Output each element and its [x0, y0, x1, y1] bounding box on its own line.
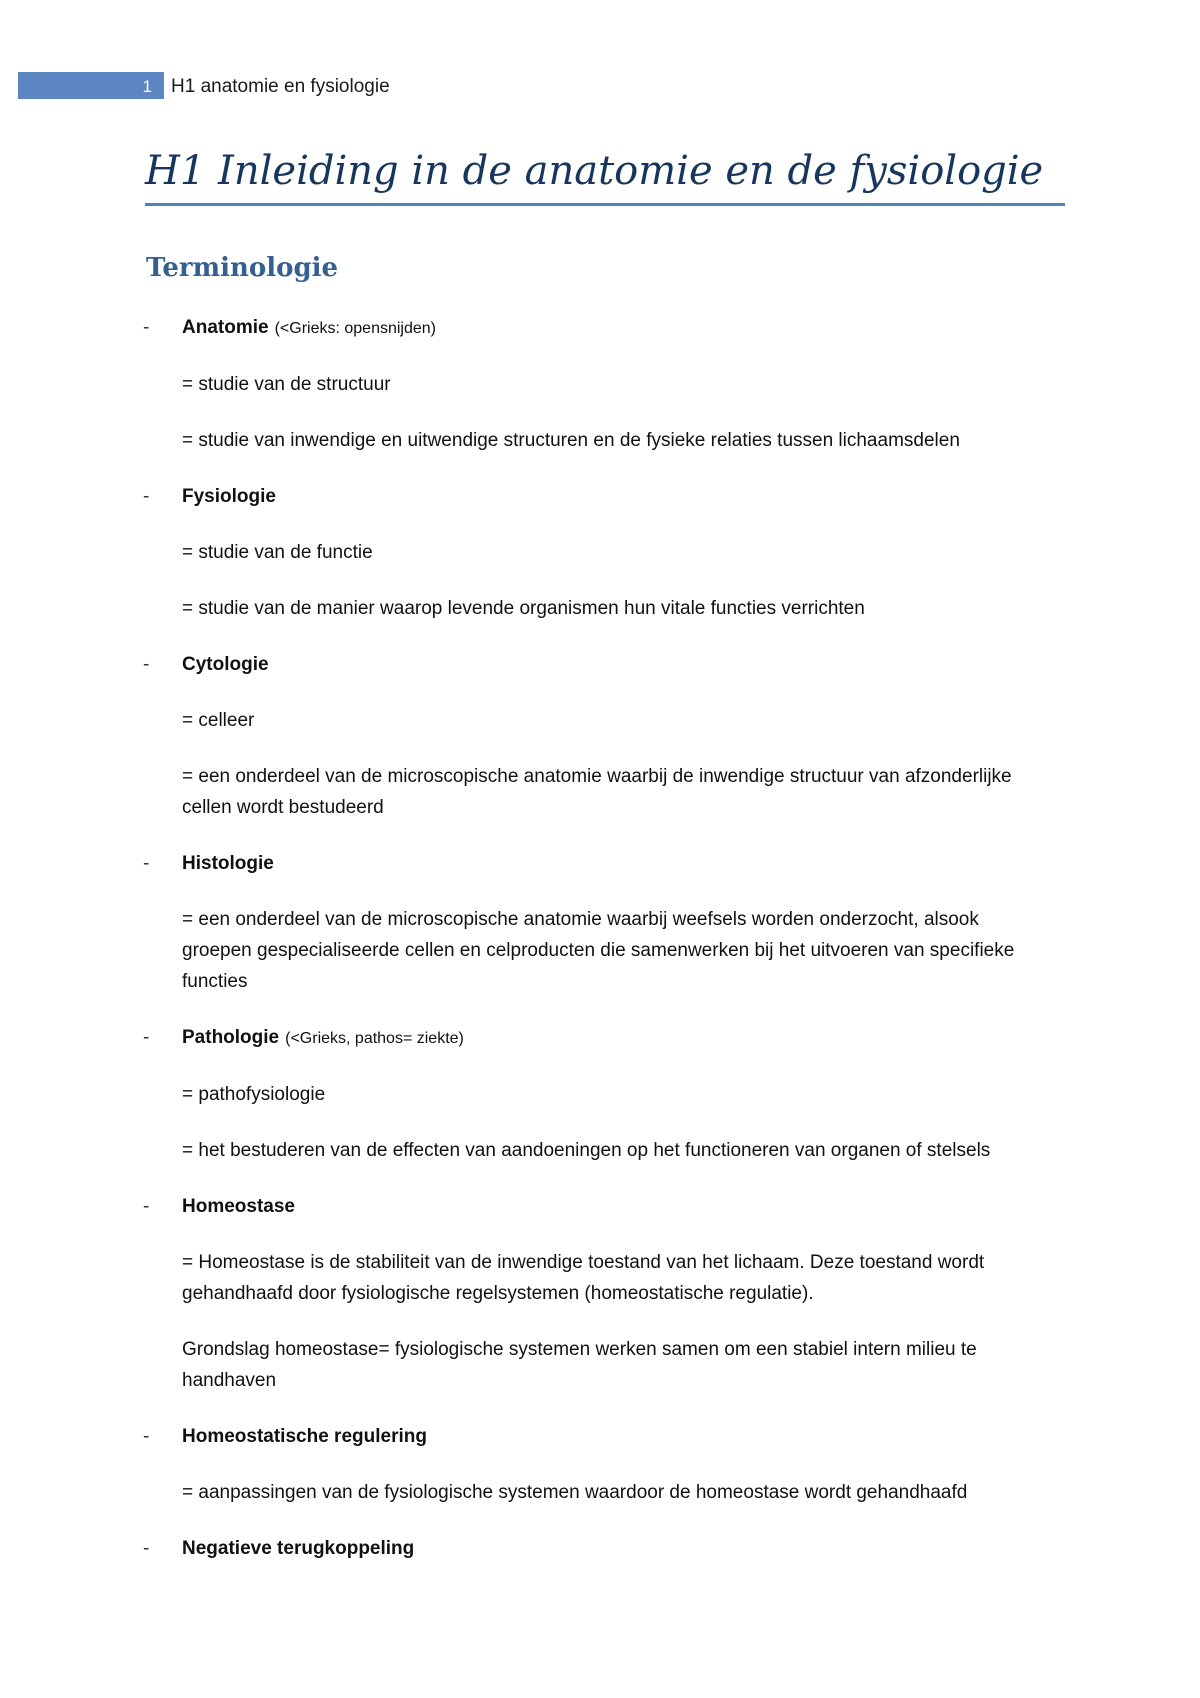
- term-label: Negatieve terugkoppeling: [182, 1538, 415, 1559]
- term-definition: = een onderdeel van de microscopische anatomie waarbij weefsels worden onderzocht, alsook groepen gespecialiseerde cellen en celproducten die samenwerken bij het uitvoeren van specifieke functies: [182, 909, 1015, 992]
- term-definition: = celleer: [182, 710, 255, 731]
- title-underline: [145, 203, 1065, 206]
- term-label: Pathologie: [182, 1027, 280, 1048]
- term-label: Cytologie: [182, 654, 269, 675]
- term-definition: = studie van de manier waarop levende organismen hun vitale functies verrichten: [182, 598, 865, 619]
- term-definition: = studie van de functie: [182, 542, 373, 563]
- bullet-marker: -: [143, 654, 150, 675]
- term-definition: = Homeostase is de stabiliteit van de inwendige toestand van het lichaam. Deze toestand wordt gehandhaafd door fysiologische regelsystemen (homeostatische regulatie).: [182, 1252, 985, 1304]
- term-item: [0, 481, 1200, 512]
- term-definition: Grondslag homeostase= fysiologische systemen werken samen om een stabiel intern milieu te handhaven: [182, 1339, 977, 1391]
- term-definition: = studie van de structuur: [182, 374, 391, 395]
- term-item: [0, 1191, 1200, 1222]
- bullet-marker: -: [143, 317, 150, 338]
- term-label: Homeostase: [182, 1196, 295, 1217]
- section-heading: Terminologie: [146, 253, 339, 283]
- term-definition: = een onderdeel van de microscopische anatomie waarbij de inwendige structuur van afzonderlijke cellen wordt bestudeerd: [182, 766, 1012, 818]
- bullet-marker: -: [143, 486, 150, 507]
- term-note: (<Grieks: opensnijden): [274, 320, 436, 337]
- term-item: [0, 649, 1200, 680]
- document-title: H1 Inleiding in de anatomie en de fysiologie: [145, 148, 1044, 194]
- term-definition: = het bestuderen van de effecten van aandoeningen op het functioneren van organen of stelsels: [182, 1140, 991, 1161]
- term-note: (<Grieks, pathos= ziekte): [285, 1030, 464, 1047]
- term-label: Fysiologie: [182, 486, 276, 507]
- bullet-marker: -: [143, 1027, 150, 1048]
- term-label: Anatomie: [182, 317, 269, 338]
- bullet-marker: -: [143, 1538, 150, 1559]
- term-item: [0, 1421, 1200, 1452]
- running-header-title: H1 anatomie en fysiologie: [171, 76, 390, 97]
- term-item: [0, 848, 1200, 879]
- terminology-list: [0, 312, 1200, 1589]
- term-label: Histologie: [182, 853, 274, 874]
- bullet-marker: -: [143, 1196, 150, 1217]
- bullet-marker: -: [143, 1426, 150, 1447]
- term-label: Homeostatische regulering: [182, 1426, 427, 1447]
- term-item: [0, 1533, 1200, 1564]
- term-definition: = studie van inwendige en uitwendige structuren en de fysieke relaties tussen lichaamsdelen: [182, 430, 960, 451]
- term-definition: = pathofysiologie: [182, 1084, 326, 1105]
- term-item: [0, 1022, 1200, 1054]
- bullet-marker: -: [143, 853, 150, 874]
- page-number: 1: [142, 77, 152, 96]
- term-item: [0, 312, 1200, 344]
- term-definition: = aanpassingen van de fysiologische systemen waardoor de homeostase wordt gehandhaafd: [182, 1482, 968, 1503]
